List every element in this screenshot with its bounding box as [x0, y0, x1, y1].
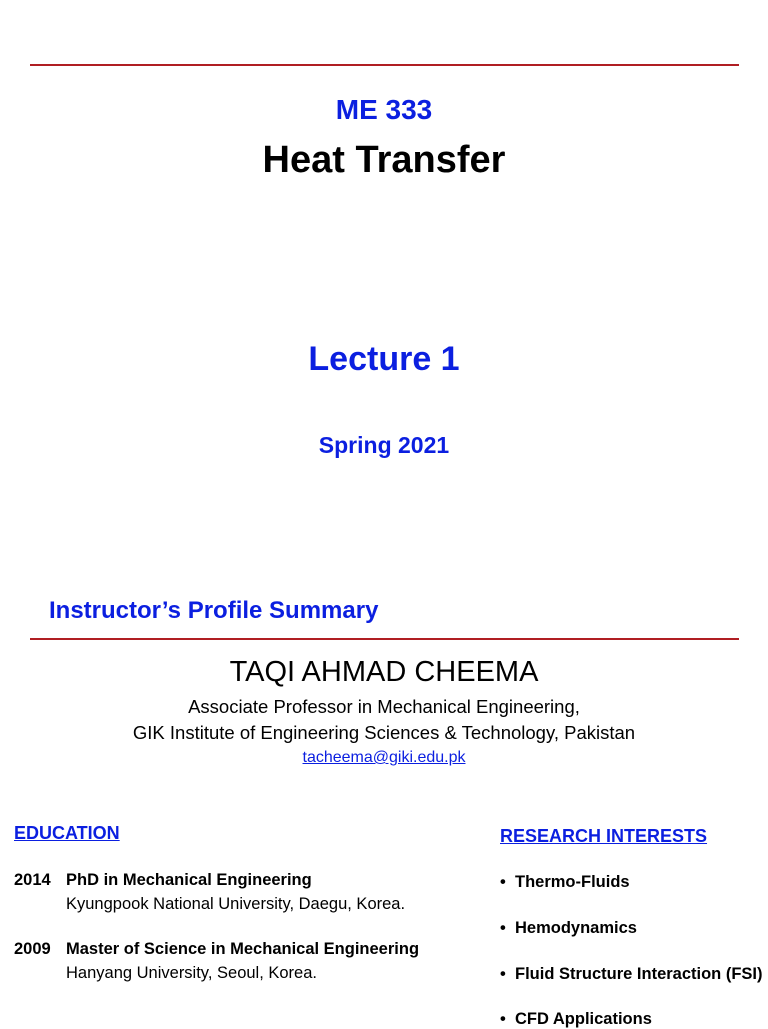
research-item-label: Hemodynamics	[515, 919, 637, 937]
research-item	[500, 873, 630, 892]
profile-divider	[30, 638, 739, 640]
education-institution: Kyungpook National University, Daegu, Korea.	[66, 895, 406, 913]
instructor-institute: GIK Institute of Engineering Sciences & Technology, Pakistan	[132, 722, 636, 743]
course-code: ME 333	[335, 94, 433, 125]
education-year: 2009	[14, 940, 51, 958]
lecture-label: Lecture 1	[308, 340, 460, 378]
semester-label: Spring 2021	[318, 432, 450, 458]
instructor-email-link[interactable]: tacheema@giki.edu.pk	[302, 749, 466, 766]
bullet-icon: •	[500, 965, 506, 983]
research-item	[500, 919, 637, 938]
research-item-label: Thermo-Fluids	[515, 873, 630, 891]
research-item-label: CFD Applications	[515, 1010, 652, 1028]
instructor-name: TAQI AHMAD CHEEMA	[229, 656, 539, 688]
research-heading: RESEARCH INTERESTS	[500, 826, 708, 846]
research-item	[500, 965, 763, 984]
bullet-icon: •	[500, 919, 506, 937]
education-year: 2014	[14, 871, 51, 889]
instructor-position: Associate Professor in Mechanical Engineering,	[188, 696, 580, 717]
course-title: Heat Transfer	[262, 139, 506, 181]
bullet-icon: •	[500, 873, 506, 891]
research-item	[500, 1010, 652, 1029]
education-degree: Master of Science in Mechanical Engineering	[66, 940, 420, 958]
education-degree: PhD in Mechanical Engineering	[66, 871, 312, 889]
research-item-label: Fluid Structure Interaction (FSI)	[515, 965, 763, 983]
bullet-icon: •	[500, 1010, 506, 1028]
education-institution: Hanyang University, Seoul, Korea.	[66, 964, 317, 982]
education-heading: EDUCATION	[14, 823, 120, 843]
top-divider	[30, 64, 739, 66]
profile-heading: Instructor’s Profile Summary	[49, 597, 379, 624]
